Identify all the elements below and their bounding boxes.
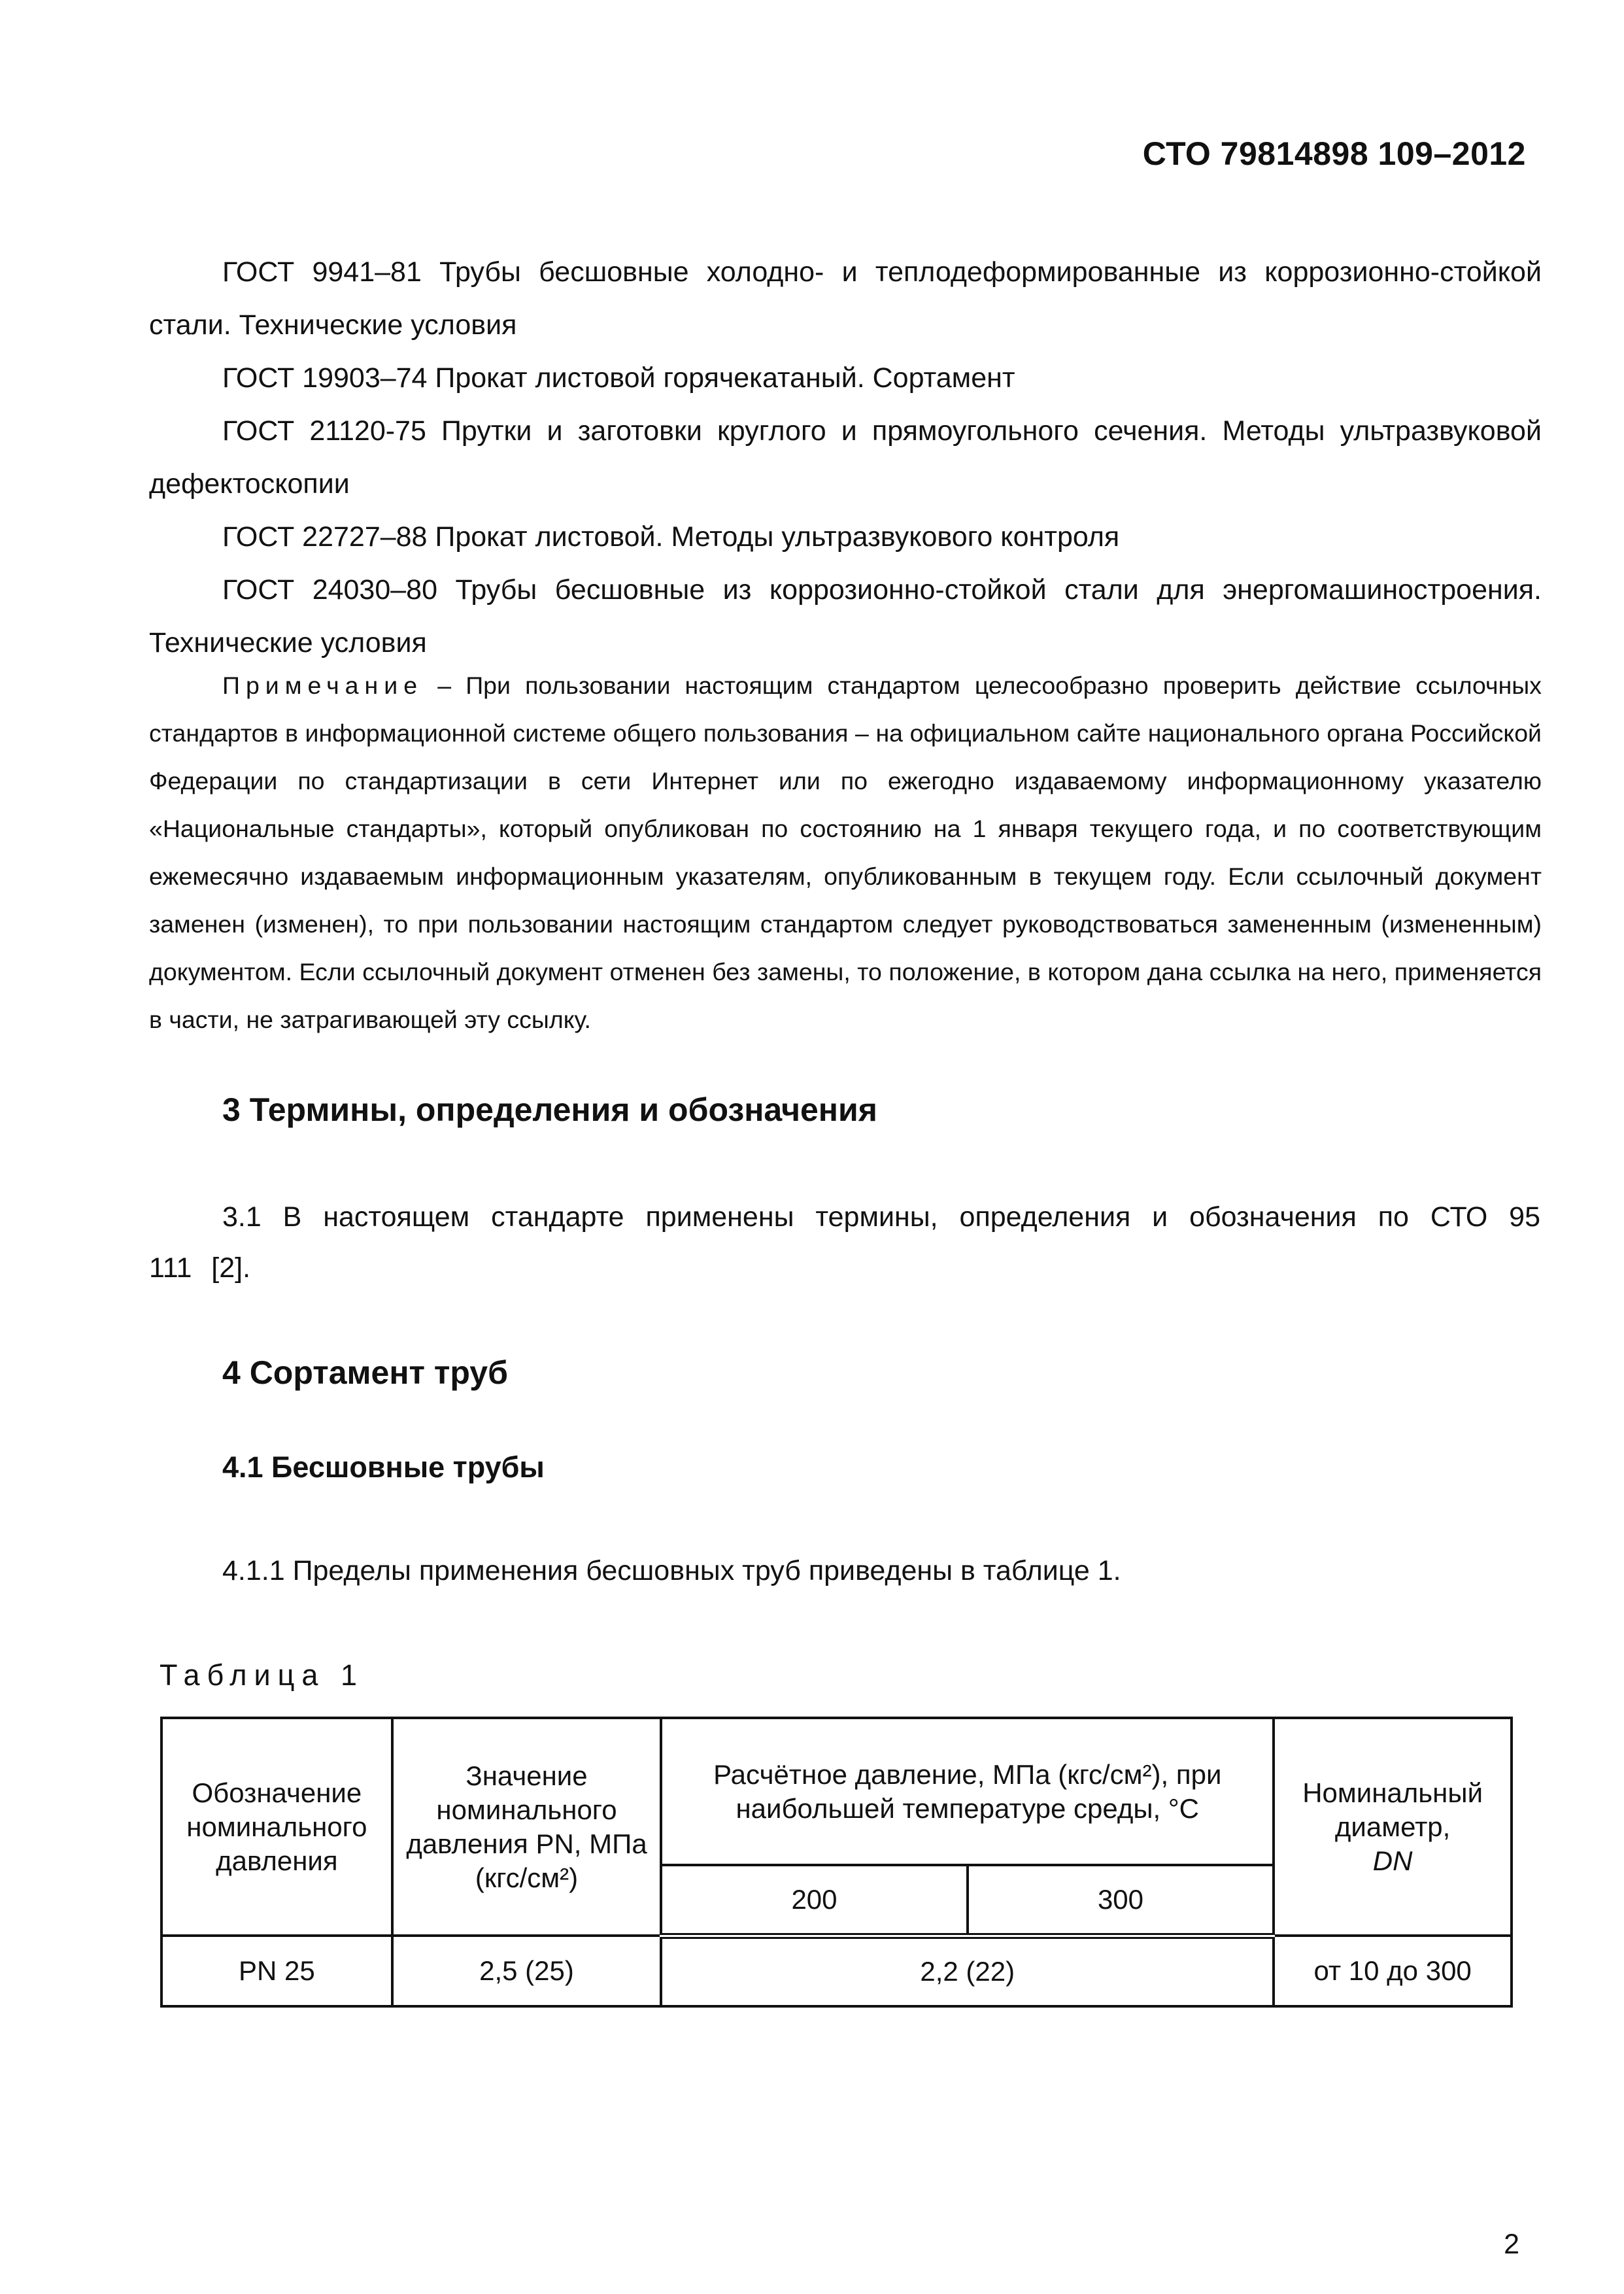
table-row	[161, 1936, 1512, 2006]
reference-item: ГОСТ 22727–88 Прокат листовой. Методы ультразвукового контроля	[222, 521, 1120, 553]
section-heading: 3 Термины, определения и обозначения	[222, 1091, 877, 1128]
diameter-header-text: Номинальный диаметр,	[1302, 1777, 1483, 1842]
note-label: Примечание	[222, 672, 424, 699]
reference-list	[149, 246, 1542, 670]
table-cell: 2,2 (22)	[661, 1936, 1274, 2006]
subsection-heading: 4.1 Бесшовные трубы	[222, 1450, 545, 1484]
reference-item: ГОСТ 9941–81 Трубы бесшовные холодно- и теплодеформированные из коррозионно-стойкой стали. Технические условия	[149, 256, 1542, 341]
paragraph: 4.1.1 Пределы применения бесшовных труб приведены в таблице 1.	[222, 1555, 1121, 1586]
paragraph: 3.1 В настоящем стандарте применены термины, определения и обозначения по СТО 95 111 [2].	[149, 1201, 1540, 1284]
reference-item: ГОСТ 19903–74 Прокат листовой горячекатаный. Сортамент	[222, 362, 1015, 394]
table-header-cell: Значение номинального давления PN, МПа (кгс/см²)	[392, 1718, 662, 1936]
document-code: СТО 79814898 109–2012	[1142, 135, 1526, 172]
note-text: – При пользовании настоящим стандартом целесообразно проверить действие ссылочных стандартов в информационной системе общего пользования – на официальном сайте национального органа Российской Федерации по стандартизации в сети Интернет или по ежегодно издаваемому информационному указателю «Национальные стандарты», который опубликован по состоянию на 1 января текущего года, и по соответствующим ежемесячно издаваемым информационным указателям, опубликованным в текущем году. Если ссылочный документ заменен (изменен), то при пользовании настоящим стандартом следует руководствоваться замененным (измененным) документом. Если ссылочный документ отменен без замены, то положение, в котором дана ссылка на него, применяется в части, не затрагивающей эту ссылку.	[149, 672, 1542, 1033]
pressure-table	[160, 1717, 1513, 2008]
section-heading: 4 Сортамент труб	[222, 1354, 508, 1391]
table-header-row	[161, 1718, 1512, 1865]
table-caption: Таблица 1	[160, 1658, 364, 1692]
table-header-cell: Обозначение номинального давления	[161, 1718, 392, 1936]
table-cell: от 10 до 300	[1274, 1936, 1512, 2006]
reference-item: ГОСТ 21120-75 Прутки и заготовки круглого и прямоугольного сечения. Методы ультразвуковой дефектоскопии	[149, 415, 1542, 500]
note-paragraph	[149, 662, 1542, 1044]
table-cell: PN 25	[161, 1936, 392, 2006]
reference-item: ГОСТ 24030–80 Трубы бесшовные из коррозионно-стойкой стали для энергомашиностроения. Технические условия	[149, 574, 1542, 659]
diameter-symbol: DN	[1372, 1845, 1413, 1876]
table-header-cell	[1274, 1718, 1512, 1936]
table-header-cell: 200	[661, 1865, 968, 1936]
table-header-cell: 300	[968, 1865, 1274, 1936]
page-number: 2	[1504, 2229, 1519, 2260]
table-cell: 2,5 (25)	[392, 1936, 662, 2006]
table-header-cell: Расчётное давление, МПа (кгс/см²), при наибольшей температуре среды, °С	[661, 1718, 1274, 1865]
